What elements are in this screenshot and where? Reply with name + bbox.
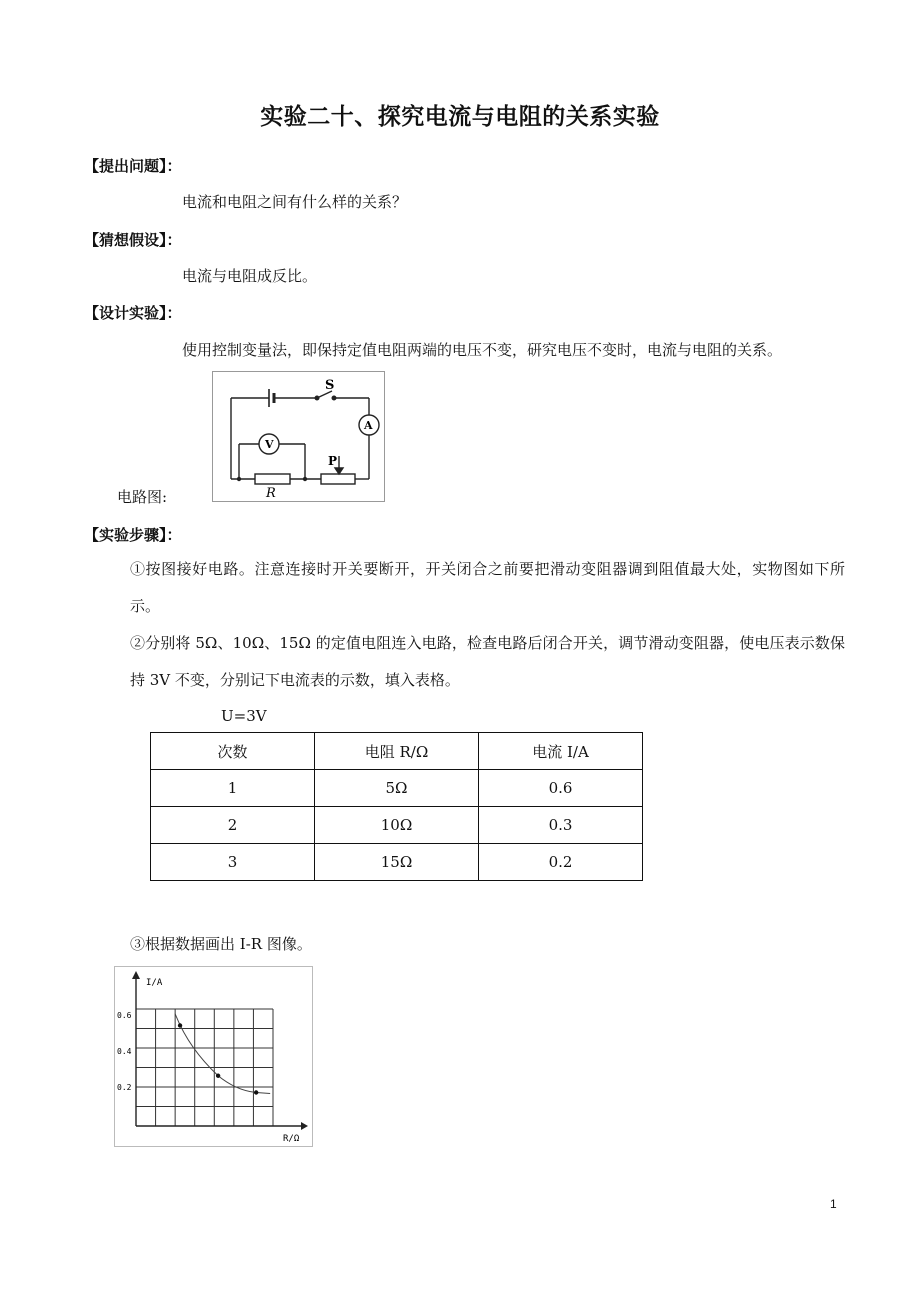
table-cell: 2	[151, 807, 315, 844]
design-text: 使用控制变量法，即保持定值电阻两端的电压不变，研究电压不变时，电流与电阻的关系。	[182, 341, 783, 359]
table-row	[151, 807, 643, 844]
y-tick-label: 0.4	[117, 1046, 132, 1056]
i-r-graph	[114, 966, 313, 1147]
table-header-row	[151, 733, 643, 770]
x-axis-arrow	[301, 1122, 308, 1130]
section-heading-question: 【提出问题】：	[84, 157, 182, 175]
ammeter-label: A	[364, 419, 373, 432]
data-table	[150, 732, 643, 881]
voltmeter-label: V	[265, 438, 274, 451]
circuit-diagram	[212, 371, 385, 502]
data-point	[216, 1074, 220, 1078]
y-axis-label: I/A	[146, 978, 163, 988]
step-1-text: ①按图接好电路。注意连接时开关要断开，开关闭合之前要把滑动变阻器调到阻值最大处，实物图如下所示。	[130, 560, 845, 615]
table-cell: 0.2	[479, 844, 643, 881]
x-axis-label: R/Ω	[283, 1134, 300, 1144]
resistor-label: R	[266, 486, 276, 501]
data-point	[254, 1090, 258, 1094]
table-row	[151, 844, 643, 881]
step-3-text: ③根据数据画出 I-R 图像。	[130, 935, 312, 953]
resistor-R	[255, 474, 290, 484]
slider-label: P	[328, 454, 338, 468]
table-cell: 0.6	[479, 770, 643, 807]
table-row	[151, 770, 643, 807]
data-point	[178, 1023, 182, 1027]
rheostat	[321, 474, 355, 484]
page-title: 实验二十、探究电流与电阻的关系实验	[260, 104, 660, 130]
table-header-cell: 电流 I/A	[479, 733, 643, 770]
i-r-curve	[175, 1014, 270, 1094]
table-cell: 3	[151, 844, 315, 881]
table-cell: 1	[151, 770, 315, 807]
table-cell: 10Ω	[315, 807, 479, 844]
step-2-text: ②分别将 5Ω、10Ω、15Ω 的定值电阻连入电路，检查电路后闭合开关，调节滑动变阻器，使电压表示数保持 3V 不变，分别记下电流表的示数，填入表格。	[130, 634, 845, 689]
voltage-note: U=3V	[221, 707, 267, 725]
table-cell: 15Ω	[315, 844, 479, 881]
table-header-cell: 次数	[151, 733, 315, 770]
hypothesis-text: 电流与电阻成反比。	[182, 267, 318, 285]
y-tick-label: 0.6	[117, 1010, 132, 1020]
section-heading-hypothesis: 【猜想假设】：	[84, 231, 182, 249]
table-header-cell: 电阻 R/Ω	[315, 733, 479, 770]
section-heading-design: 【设计实验】：	[84, 304, 182, 322]
table-cell: 0.3	[479, 807, 643, 844]
y-tick-label: 0.2	[117, 1083, 132, 1092]
circuit-label: 电路图:	[117, 488, 168, 506]
table-cell: 5Ω	[315, 770, 479, 807]
switch-label: S	[325, 378, 335, 393]
y-axis-arrow	[132, 971, 140, 979]
page-number: 1	[830, 1197, 837, 1211]
question-text: 电流和电阻之间有什么样的关系？	[182, 193, 408, 211]
section-heading-steps: 【实验步骤】：	[84, 526, 182, 544]
